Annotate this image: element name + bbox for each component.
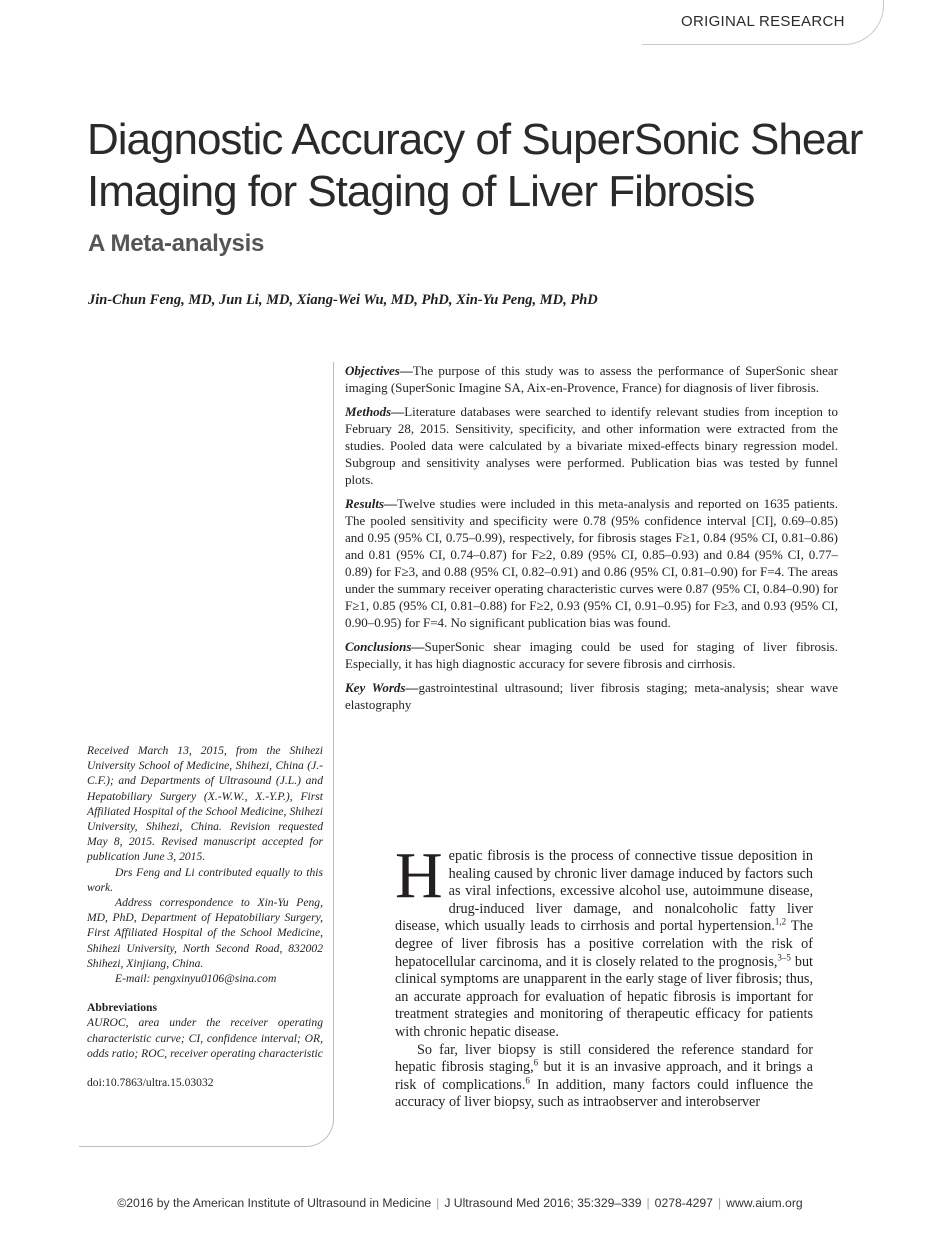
keywords-label: Key Words— bbox=[345, 680, 419, 695]
abstract-results bbox=[345, 495, 838, 631]
footer-copyright: ©2016 by the American Institute of Ultrasound in Medicine bbox=[117, 1196, 432, 1210]
drop-cap: H bbox=[395, 839, 443, 912]
abbreviations-list: AUROC, area under the receiver operating characteristic curve; CI, confidence interval; OR, odds ratio; ROC, receiver operating characteristic bbox=[87, 1016, 323, 1060]
body-p2-part-a: So far, liver biopsy is still considered the reference standard for hepatic fibrosis staging, bbox=[395, 1041, 813, 1076]
abstract-keywords bbox=[345, 679, 838, 713]
abstract-objectives bbox=[345, 362, 838, 396]
abstract bbox=[345, 362, 838, 720]
received-note: Received March 13, 2015, from the Shihezi University School of Medicine, Shihezi, China (J.-C.F.); and Departments of Ultrasound (J.L.) and Hepatobiliary Surgery (X.-W.W., X.-Y.P.), First Affiliated Hospital of the School Medicine, Shihezi University, Shihezi, China. Revision requested May 8, 2015. Revised manuscript accepted for publication June 3, 2015. bbox=[87, 744, 323, 864]
abstract-divider bbox=[333, 362, 334, 796]
footer-citation: J Ultrasound Med 2016; 35:329–339 bbox=[444, 1196, 642, 1210]
citation-ref: 6 bbox=[533, 1057, 539, 1068]
citation-ref: 3–5 bbox=[777, 951, 791, 962]
body-p2-part-c: In addition, many factors could influence the accuracy of liver biopsy, such as intraobserver and interobserver bbox=[395, 1076, 813, 1111]
correspondence-address: Address correspondence to Xin-Yu Peng, MD, PhD, Department of Hepatobiliary Surgery, First Affiliated Hospital of the School Medicine, Shihezi University, North Second Road, 832002 Shihezi, Xinjiang, China. bbox=[87, 896, 323, 970]
methods-label: Methods— bbox=[345, 404, 405, 419]
citation-ref: 6 bbox=[525, 1074, 530, 1085]
keywords-text: gastrointestinal ultrasound; liver fibrosis staging; meta-analysis; shear wave elastography bbox=[345, 680, 838, 712]
methods-text: Literature databases were searched to identify relevant studies from inception to February 28, 2015. Sensitivity, specificity, and other information were extracted from the studies. Pooled data were calculated by a bivariate mixed-effects binary regression model. Subgroup and sensitivity analyses were performed. Publication bias was tested by funnel plots. bbox=[345, 404, 838, 487]
correspondence-email: E-mail: pengxinyu0106@sina.com bbox=[115, 972, 277, 986]
section-label: ORIGINAL RESEARCH bbox=[681, 13, 845, 30]
body-p1-part-c: but clinical symptoms are unapparent in the early stage of liver fibrosis; thus, an accurate approach for evaluation of hepatic fibrosis is important for treatment strategies and monitoring of therapeutic efficacy for patients with chronic hepatic disease. bbox=[395, 953, 813, 1040]
results-text: Twelve studies were included in this meta-analysis and reported on 1635 patients. The pooled sensitivity and specificity were 0.78 (95% confidence interval [CI], 0.69–0.85) and 0.95 (95% CI, 0.75–0.99), respectively, for fibrosis stages F≥1, 0.84 (95% CI, 0.81–0.86) and 0.81 (95% CI, 0.74–0.87) for F≥2, 0.89 (95% CI, 0.85–0.93) and 0.84 (95% CI, 0.77–0.89) for F≥3, and 0.88 (95% CI, 0.82–0.91) and 0.86 (95% CI, 0.81–0.90) for F=4. The areas under the summary receiver operating characteristic curves were 0.87 (95% CI, 0.84–0.90) for F≥1, 0.85 (95% CI, 0.81–0.88) for F≥2, 0.93 (95% CI, 0.91–0.95) for F≥3, and 0.93 (95% CI, 0.90–0.95) for F=4. No significant publication bias was found. bbox=[345, 496, 838, 630]
abstract-methods bbox=[345, 403, 838, 488]
citation-ref: 1,2 bbox=[774, 916, 787, 927]
article-title: Diagnostic Accuracy of SuperSonic Shear Imaging for Staging of Liver Fibrosis bbox=[87, 115, 863, 216]
doi: doi:10.7863/ultra.15.03032 bbox=[87, 1076, 214, 1090]
body-paragraph-2 bbox=[395, 1042, 813, 1112]
conclusions-label: Conclusions— bbox=[345, 639, 425, 654]
objectives-label: Objectives— bbox=[345, 363, 413, 378]
footer-url[interactable]: www.aium.org bbox=[726, 1196, 803, 1210]
contribution-note: Drs Feng and Li contributed equally to this work. bbox=[87, 865, 323, 894]
article-info-sidebar bbox=[87, 743, 323, 1090]
page-footer bbox=[0, 1196, 920, 1210]
body-p2-part-b: but it is an invasive approach, and it brings a risk of complications. bbox=[395, 1059, 813, 1093]
footer-separator: | bbox=[646, 1196, 650, 1210]
conclusions-text: SuperSonic shear imaging could be used for staging of liver fibrosis. Especially, it has high diagnostic accuracy for severe fibrosis and cirrhosis. bbox=[345, 639, 838, 671]
article-subtitle: A Meta-analysis bbox=[88, 230, 265, 257]
footer-issn: 0278-4297 bbox=[654, 1196, 713, 1210]
abbreviations-heading: Abbreviations bbox=[87, 1001, 158, 1015]
objectives-text: The purpose of this study was to assess the performance of SuperSonic shear imaging (SuperSonic Imagine SA, Aix-en-Provence, France) for diagnosis of liver fibrosis. bbox=[345, 363, 838, 395]
abstract-conclusions bbox=[345, 638, 838, 672]
body-paragraph-1 bbox=[395, 839, 813, 1042]
body-text bbox=[395, 839, 813, 1112]
footer-separator: | bbox=[717, 1196, 722, 1210]
footer-separator: | bbox=[436, 1196, 440, 1210]
body-p1-part-a: epatic fibrosis is the process of connective tissue deposition in healing caused by chronic liver damage induced by factors such as viral infections, excessive alcohol use, autoimmune disease, drug-induced liver damage, and nonalcoholic fatty liver disease, which usually leads to cirrhosis and portal hypertension. bbox=[395, 848, 813, 935]
author-list: Jin-Chun Feng, MD, Jun Li, MD, Xiang-Wei Wu, MD, PhD, Xin-Yu Peng, MD, PhD bbox=[88, 292, 598, 308]
body-p1-part-b: The degree of liver fibrosis has a positive correlation with the risk of hepatocellular carcinoma, and it is closely related to the prognosis, bbox=[395, 918, 813, 970]
results-label: Results— bbox=[345, 496, 398, 511]
